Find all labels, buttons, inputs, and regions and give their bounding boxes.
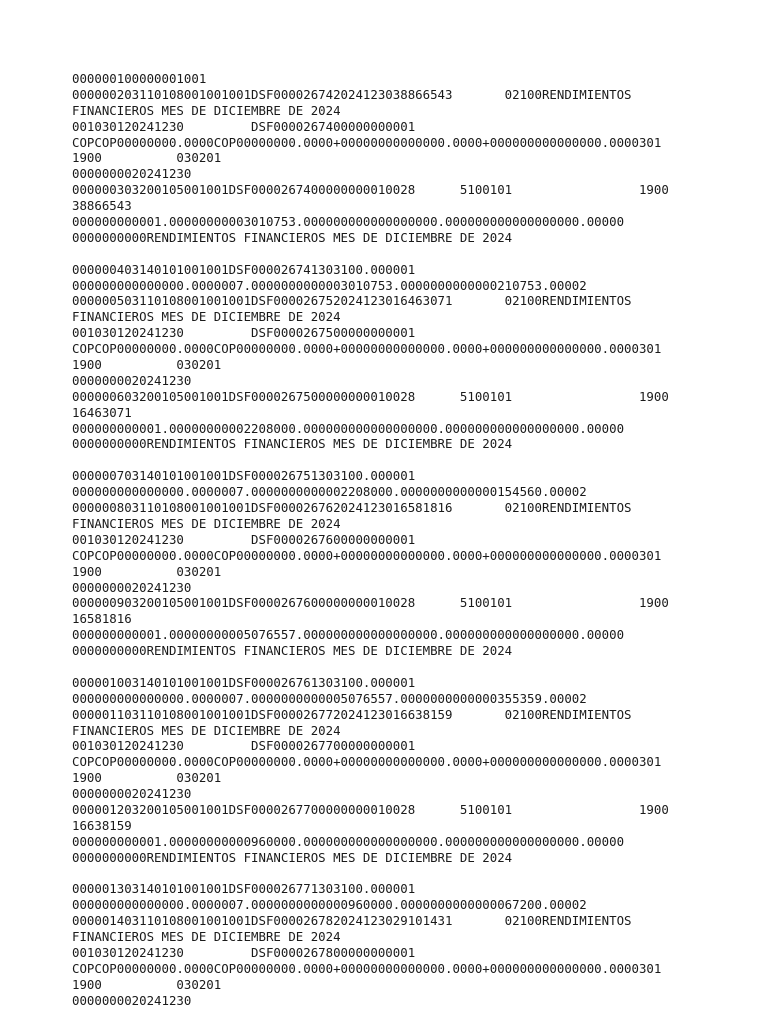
document-line: 0000000000RENDIMIENTOS FINANCIEROS MES DE DICIEMBRE DE 2024 [72, 229, 513, 245]
document-line: 0000000020241230 [72, 579, 192, 595]
blank-line [72, 659, 762, 675]
document-line: COPCOP00000000.0000COP00000000.0000+00000000000000.0000+000000000000000.0000301 [72, 547, 662, 563]
document-line: 000000703140101001001DSF000026751303100.000001 [72, 468, 416, 484]
document-line: 000000100000001001 [72, 71, 207, 86]
document-line: 000001103110108001001001DSF000026772024123016638159 02100RENDIMIENTOS [72, 706, 632, 722]
document-line: 000000203110108001001001DSF000026742024123038866543 02100RENDIMIENTOS [72, 86, 632, 102]
blank-line [72, 866, 762, 882]
document-line: 1900 030201 [72, 770, 222, 786]
document-line: 38866543 [72, 198, 132, 214]
document-line: 000000000001.00000000000960000.000000000000000000.000000000000000000.00000 [72, 833, 625, 849]
document-line: 16638159 [72, 817, 132, 833]
document-line: 0000000000RENDIMIENTOS FINANCIEROS MES DE DICIEMBRE DE 2024 [72, 436, 513, 452]
document-line: 000001003140101001001DSF000026761303100.000001 [72, 674, 416, 690]
document-line: FINANCIEROS MES DE DICIEMBRE DE 2024 [72, 722, 341, 738]
document-line: 16463071 [72, 404, 132, 420]
document-line: COPCOP00000000.0000COP00000000.0000+00000000000000.0000+000000000000000.0000301 [72, 341, 662, 357]
document-line: 1900 030201 [72, 563, 222, 579]
document-line: COPCOP00000000.0000COP00000000.0000+00000000000000.0000+000000000000000.0000301 [72, 754, 662, 770]
document-line: 000001403110108001001001DSF000026782024123029101431 02100RENDIMIENTOS [72, 913, 632, 929]
document-line: 000000000001.00000000005076557.000000000000000000.000000000000000000.00000 [72, 627, 625, 643]
document-line: FINANCIEROS MES DE DICIEMBRE DE 2024 [72, 515, 341, 531]
blank-line [72, 452, 762, 468]
document-line: 1900 030201 [72, 976, 222, 992]
document-line: 16581816 [72, 611, 132, 627]
document-line: 000000000001.00000000002208000.000000000000000000.000000000000000000.00000 [72, 420, 625, 436]
document-line: 001030120241230 DSF0000267600000000001 [72, 531, 416, 547]
document-line: 000000303200105001001DSF0000267400000000010028 5100101 1900 [72, 182, 669, 198]
document-line: 1900 030201 [72, 150, 222, 166]
document-line: 000000000000000.0000007.0000000000005076557.0000000000000355359.00002 [72, 690, 587, 706]
document-line: FINANCIEROS MES DE DICIEMBRE DE 2024 [72, 929, 341, 945]
document-line: FINANCIEROS MES DE DICIEMBRE DE 2024 [72, 102, 341, 118]
blank-line [72, 246, 762, 262]
document-line: 0000000020241230 [72, 372, 192, 388]
document-line: FINANCIEROS MES DE DICIEMBRE DE 2024 [72, 309, 341, 325]
document-line: 001030120241230 DSF0000267500000000001 [72, 325, 416, 341]
document-line: 001030120241230 DSF0000267800000000001 [72, 944, 416, 960]
document-line: 001030120241230 DSF0000267700000000001 [72, 738, 416, 754]
document-line: 000001303140101001001DSF000026771303100.000001 [72, 881, 416, 897]
document-line: 000000503110108001001001DSF000026752024123016463071 02100RENDIMIENTOS [72, 293, 632, 309]
document-line: 000000603200105001001DSF0000267500000000010028 5100101 1900 [72, 388, 669, 404]
document-line: 000000000001.00000000003010753.000000000000000000.000000000000000000.00000 [72, 214, 625, 230]
document-line: COPCOP00000000.0000COP00000000.0000+00000000000000.0000+000000000000000.0000301 [72, 960, 662, 976]
document-line: 000000803110108001001001DSF000026762024123016581816 02100RENDIMIENTOS [72, 500, 632, 516]
document-line: COPCOP00000000.0000COP00000000.0000+00000000000000.0000+000000000000000.0000301 [72, 134, 662, 150]
document-line: 0000000000RENDIMIENTOS FINANCIEROS MES DE DICIEMBRE DE 2024 [72, 849, 513, 865]
document-line: 000000000000000.0000007.0000000000003010753.0000000000000210753.00002 [72, 277, 587, 293]
document-line: 0000000000RENDIMIENTOS FINANCIEROS MES DE DICIEMBRE DE 2024 [72, 643, 513, 659]
document-line: 0000000020241230 [72, 992, 192, 1008]
document-line: 000000000000000.0000007.0000000000000960000.0000000000000067200.00002 [72, 897, 587, 913]
document-line: 000001203200105001001DSF0000267700000000010028 5100101 1900 [72, 801, 669, 817]
document-line: 0000000020241230 [72, 166, 192, 182]
document-line: 000000000000000.0000007.0000000000002208000.0000000000000154560.00002 [72, 484, 587, 500]
document-line: 000000903200105001001DSF0000267600000000010028 5100101 1900 [72, 595, 669, 611]
document-line: 1900 030201 [72, 357, 222, 373]
document-line: 0000000020241230 [72, 786, 192, 802]
document-line: 000000403140101001001DSF000026741303100.000001 [72, 261, 416, 277]
document-line: 001030120241230 DSF0000267400000000001 [72, 118, 416, 134]
document-page [72, 71, 762, 1009]
